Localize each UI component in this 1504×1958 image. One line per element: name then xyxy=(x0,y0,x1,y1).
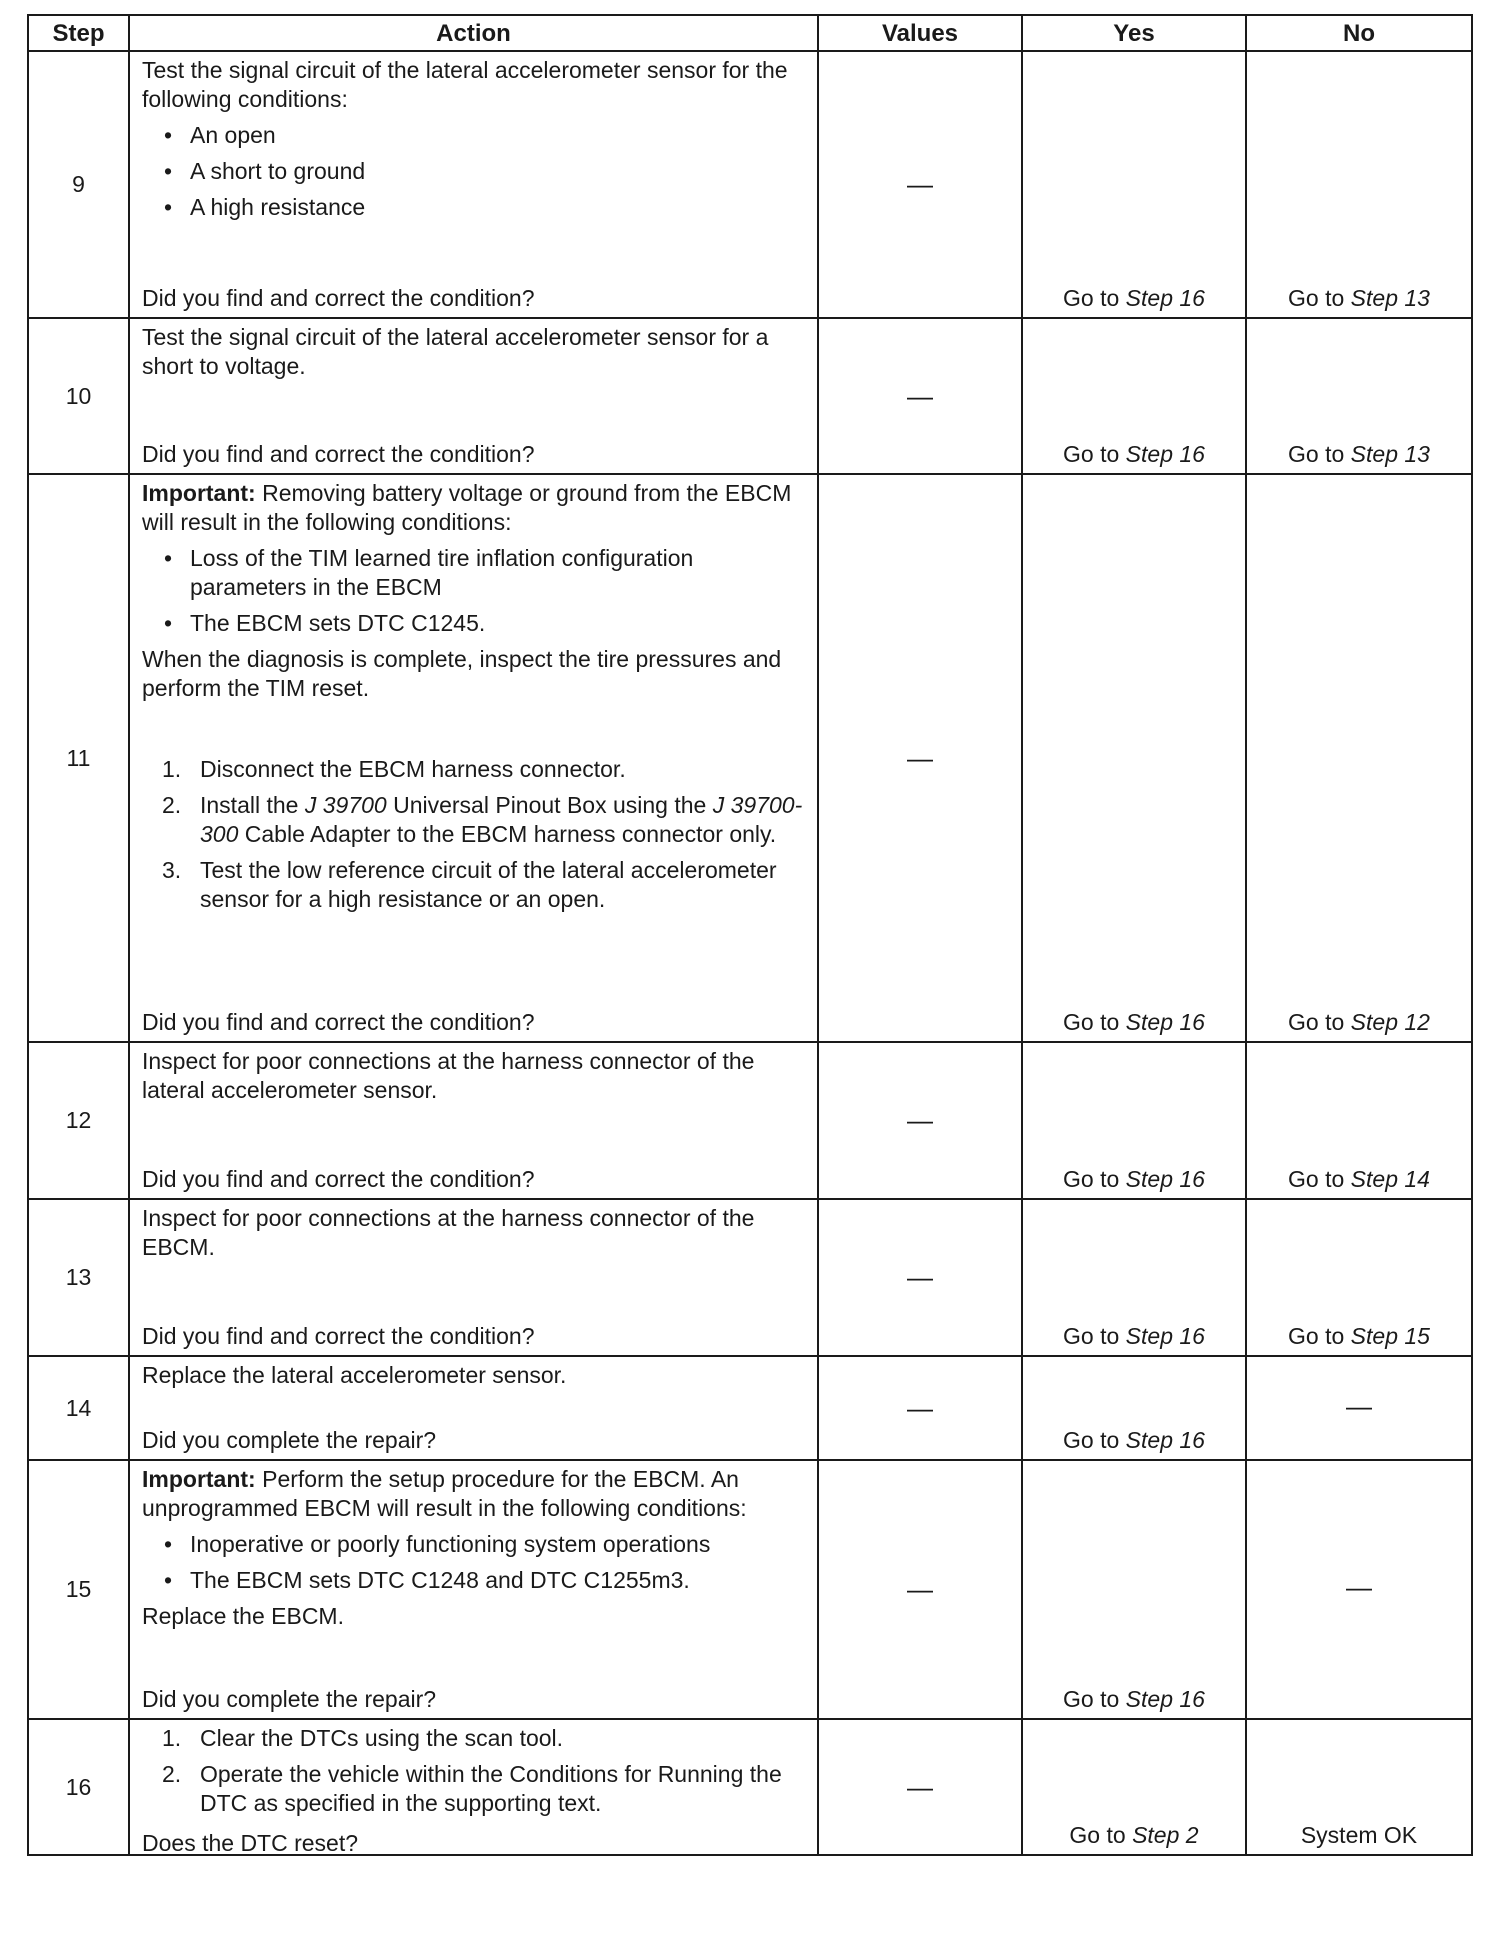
list-item: 2. Install the J 39700 Universal Pinout Box using the J 39700-300 Cable Adapter to the EBCM harness connector only. xyxy=(162,792,803,847)
important-note xyxy=(142,1465,807,1523)
important-label: Important: xyxy=(142,1466,256,1492)
list-item: • The EBCM sets DTC C1245. xyxy=(142,609,807,638)
action-cell xyxy=(129,1042,818,1199)
value-cell: — xyxy=(818,51,1022,318)
step-number: 9 xyxy=(28,51,129,318)
no-cell: — xyxy=(1246,1356,1472,1460)
question-text: Did you find and correct the condition? xyxy=(142,1009,535,1035)
no-cell xyxy=(1246,474,1472,1042)
question-text: Did you complete the repair? xyxy=(142,1427,437,1453)
step-number: 12 xyxy=(28,1042,129,1199)
action-text: Inspect for poor connections at the harness connector of the lateral accelerometer sensor. xyxy=(142,1048,755,1103)
procedure-list xyxy=(142,755,807,914)
go-to-label: Go to xyxy=(1288,1009,1345,1035)
table-row-step-13 xyxy=(28,1199,1472,1356)
no-step-link[interactable]: Step 14 xyxy=(1350,1166,1430,1192)
step-number: 10 xyxy=(28,318,129,474)
yes-cell xyxy=(1022,1719,1246,1855)
yes-cell xyxy=(1022,1042,1246,1199)
go-to-label: Go to xyxy=(1288,1166,1345,1192)
table-row-step-15 xyxy=(28,1460,1472,1719)
action-text: Test the signal circuit of the lateral accelerometer sensor for the following conditions: xyxy=(142,57,788,112)
question-text: Did you find and correct the condition? xyxy=(142,1166,535,1192)
value-cell: — xyxy=(818,474,1022,1042)
header-no: No xyxy=(1246,15,1472,51)
note-text: When the diagnosis is complete, inspect the tire pressures and perform the TIM reset. xyxy=(142,646,782,701)
header-step: Step xyxy=(28,15,129,51)
go-to-label: Go to xyxy=(1288,285,1345,311)
action-cell xyxy=(129,474,818,1042)
table-row-step-16 xyxy=(28,1719,1472,1855)
value-cell: — xyxy=(818,318,1022,474)
yes-step-link[interactable]: Step 16 xyxy=(1125,441,1205,467)
list-item: • An open xyxy=(142,121,807,150)
step-number: 11 xyxy=(28,474,129,1042)
question-text: Did you find and correct the condition? xyxy=(142,285,535,311)
no-step-link[interactable]: Step 15 xyxy=(1350,1323,1430,1349)
action-text: Test the signal circuit of the lateral accelerometer sensor for a short to voltage. xyxy=(142,324,769,379)
go-to-label: Go to xyxy=(1069,1822,1126,1848)
yes-cell xyxy=(1022,51,1246,318)
go-to-label: Go to xyxy=(1063,1323,1120,1349)
table-row-step-11 xyxy=(28,474,1472,1042)
list-item: • Loss of the TIM learned tire inflation configuration parameters in the EBCM xyxy=(142,544,807,602)
yes-step-link[interactable]: Step 16 xyxy=(1125,1427,1205,1453)
no-step-link[interactable]: Step 13 xyxy=(1350,441,1430,467)
yes-cell xyxy=(1022,1460,1246,1719)
value-cell: — xyxy=(818,1356,1022,1460)
question-text: Did you find and correct the condition? xyxy=(142,1323,535,1349)
value-cell: — xyxy=(818,1042,1022,1199)
action-text: Replace the lateral accelerometer sensor. xyxy=(142,1362,567,1388)
action-cell xyxy=(129,1356,818,1460)
value-cell: — xyxy=(818,1719,1022,1855)
no-cell: — xyxy=(1246,1460,1472,1719)
action-cell xyxy=(129,1199,818,1356)
important-text: Perform the setup procedure for the EBCM. An unprogrammed EBCM will result in the following conditions: xyxy=(142,1466,747,1521)
important-text: Removing battery voltage or ground from the EBCM will result in the following conditions: xyxy=(142,480,792,535)
yes-cell xyxy=(1022,474,1246,1042)
note-text: Replace the EBCM. xyxy=(142,1603,344,1629)
no-cell xyxy=(1246,318,1472,474)
condition-list xyxy=(142,1530,807,1595)
value-cell: — xyxy=(818,1460,1022,1719)
step-number: 14 xyxy=(28,1356,129,1460)
yes-cell xyxy=(1022,318,1246,474)
question-text: Did you complete the repair? xyxy=(142,1686,437,1712)
value-cell: — xyxy=(818,1199,1022,1356)
no-cell xyxy=(1246,1199,1472,1356)
no-step-link[interactable]: Step 12 xyxy=(1350,1009,1430,1035)
go-to-label: Go to xyxy=(1063,1427,1120,1453)
list-item: 3. Test the low reference circuit of the lateral accelerometer sensor for a high resistance or an open. xyxy=(162,857,777,912)
yes-step-link[interactable]: Step 2 xyxy=(1132,1822,1199,1848)
yes-cell xyxy=(1022,1356,1246,1460)
go-to-label: Go to xyxy=(1288,441,1345,467)
go-to-label: Go to xyxy=(1063,1009,1120,1035)
condition-list xyxy=(142,121,807,222)
yes-step-link[interactable]: Step 16 xyxy=(1125,1686,1205,1712)
table-row-step-14 xyxy=(28,1356,1472,1460)
yes-cell xyxy=(1022,1199,1246,1356)
condition-list xyxy=(142,544,807,638)
list-item: 1. Disconnect the EBCM harness connector. xyxy=(162,756,626,782)
header-yes: Yes xyxy=(1022,15,1246,51)
yes-step-link[interactable]: Step 16 xyxy=(1125,1323,1205,1349)
list-item: • The EBCM sets DTC C1248 and DTC C1255m3. xyxy=(142,1566,807,1595)
list-item: 1. Clear the DTCs using the scan tool. xyxy=(162,1725,564,1751)
go-to-label: Go to xyxy=(1063,285,1120,311)
step-number: 13 xyxy=(28,1199,129,1356)
header-row xyxy=(28,15,1472,51)
action-cell xyxy=(129,1460,818,1719)
question-text: Did you find and correct the condition? xyxy=(142,441,535,467)
go-to-label: Go to xyxy=(1063,441,1120,467)
action-cell xyxy=(129,318,818,474)
no-step-link[interactable]: Step 13 xyxy=(1350,285,1430,311)
table-row-step-10 xyxy=(28,318,1472,474)
important-note xyxy=(142,479,807,537)
no-cell xyxy=(1246,1042,1472,1199)
step-number: 16 xyxy=(28,1719,129,1855)
header-action: Action xyxy=(129,15,818,51)
yes-step-link[interactable]: Step 16 xyxy=(1125,1166,1205,1192)
step-number: 15 xyxy=(28,1460,129,1719)
action-cell xyxy=(129,1719,818,1855)
table-row-step-12 xyxy=(28,1042,1472,1199)
list-item: • A short to ground xyxy=(142,157,807,186)
important-label: Important: xyxy=(142,480,256,506)
go-to-label: Go to xyxy=(1063,1686,1120,1712)
procedure-list xyxy=(142,1724,807,1825)
go-to-label: Go to xyxy=(1063,1166,1120,1192)
question-text: Does the DTC reset? xyxy=(142,1830,359,1856)
action-text: Inspect for poor connections at the harness connector of the EBCM. xyxy=(142,1205,755,1260)
list-item: • Inoperative or poorly functioning system operations xyxy=(142,1530,807,1559)
tool-reference: J 39700 xyxy=(304,792,387,818)
no-cell xyxy=(1246,51,1472,318)
yes-step-link[interactable]: Step 16 xyxy=(1125,1009,1205,1035)
list-item: 2. Operate the vehicle within the Conditions for Running the DTC as specified in the supporting text. xyxy=(162,1761,782,1816)
list-item: • A high resistance xyxy=(142,193,807,222)
diagnostic-table xyxy=(27,14,1473,1856)
yes-step-link[interactable]: Step 16 xyxy=(1125,285,1205,311)
go-to-label: Go to xyxy=(1288,1323,1345,1349)
tool-reference: J 39700-300 xyxy=(200,792,803,847)
header-values: Values xyxy=(818,15,1022,51)
no-cell: System OK xyxy=(1246,1719,1472,1855)
action-cell xyxy=(129,51,818,318)
table-row-step-9 xyxy=(28,51,1472,318)
